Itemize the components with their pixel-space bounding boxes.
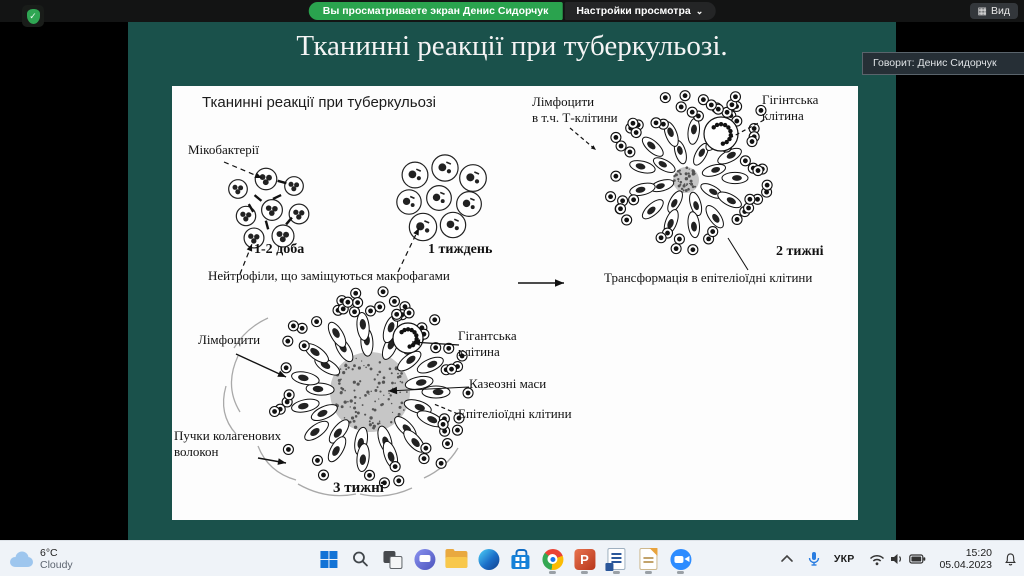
libreoffice-document-icon — [639, 548, 657, 570]
powerpoint-icon: P — [574, 549, 595, 570]
zoom-button[interactable] — [667, 544, 693, 574]
bell-icon — [1003, 552, 1018, 567]
tray-date: 05.04.2023 — [939, 559, 992, 571]
zoom-banner-wrap — [309, 2, 716, 20]
wifi-icon — [869, 553, 885, 566]
view-settings-label: Настройки просмотра — [576, 5, 691, 17]
folder-icon — [445, 551, 467, 568]
chrome-button[interactable] — [539, 544, 565, 574]
label-epithelioid: Епітеліоїдні клітини — [458, 406, 572, 421]
label-caseous: Казеозні маси — [469, 376, 547, 391]
letterbox-right — [896, 22, 1024, 540]
presentation-heading: Тканинні реакції при туберкульозі. — [296, 30, 728, 62]
label-lymphocytes: Лімфоцити — [198, 332, 261, 347]
taskbar — [0, 540, 1024, 576]
microphone-tray-button[interactable] — [805, 549, 823, 569]
hidden-icons-button[interactable] — [778, 551, 796, 567]
network-volume-battery-group[interactable] — [865, 550, 930, 569]
battery-icon — [909, 553, 926, 565]
view-button-label: Вид — [991, 5, 1010, 17]
weather-widget[interactable] — [8, 544, 73, 574]
shield-check-icon: ✓ — [27, 9, 40, 24]
label-lymphocytes-t: Лімфоцити в т.ч. Т-клітини — [532, 94, 618, 125]
powerpoint-button[interactable] — [571, 544, 597, 574]
search-button[interactable] — [347, 544, 373, 574]
label-transformation: Трансформація в епітеліоїдні клітини — [604, 270, 813, 285]
chevron-up-icon — [780, 553, 794, 565]
weather-condition: Cloudy — [40, 559, 73, 571]
view-settings-button[interactable] — [564, 2, 715, 20]
running-indicator — [549, 571, 556, 574]
label-giant-cell: Гігантська клітина — [458, 328, 517, 359]
label-day-1-2: 1-2 доба — [254, 242, 305, 257]
chat-icon — [414, 549, 435, 570]
edge-button[interactable] — [475, 544, 501, 574]
label-giant-cell-top: Гігінтська клітина — [762, 92, 819, 123]
cloud-icon — [8, 550, 34, 568]
label-weeks-2: 2 тижні — [776, 244, 824, 259]
letterbox-left — [0, 22, 128, 540]
windows-logo-icon — [320, 551, 337, 568]
label-week-1: 1 тиждень — [428, 242, 493, 257]
running-indicator — [645, 571, 652, 574]
taskbar-center-icons — [315, 544, 693, 574]
task-view-button[interactable] — [379, 544, 405, 574]
label-weeks-3: 3 тижні — [333, 480, 384, 496]
grid-view-icon: ▦ — [977, 6, 987, 17]
viewing-screen-banner: Вы просматриваете экран Денис Сидорчук — [309, 2, 563, 20]
chrome-icon — [542, 549, 563, 570]
word-button[interactable] — [603, 544, 629, 574]
task-view-icon — [383, 550, 402, 569]
antivirus-tray-widget[interactable] — [22, 5, 44, 27]
view-button[interactable] — [970, 3, 1018, 19]
running-indicator — [613, 571, 620, 574]
start-button[interactable] — [315, 544, 341, 574]
label-neutrophils: Нейтрофіли, що заміщуються макрофагами — [208, 268, 450, 283]
chat-button[interactable] — [411, 544, 437, 574]
running-indicator — [581, 571, 588, 574]
running-indicator — [677, 571, 684, 574]
microphone-icon — [807, 551, 821, 567]
speaker-icon — [890, 553, 904, 565]
store-icon — [510, 549, 530, 569]
chevron-down-icon: ⌄ — [695, 6, 704, 16]
clock-widget[interactable] — [939, 547, 992, 572]
language-indicator[interactable]: УКР — [833, 553, 855, 565]
tray-time: 15:20 — [965, 546, 992, 559]
word-document-icon — [607, 548, 625, 570]
slide — [172, 86, 858, 520]
system-tray — [778, 543, 1020, 575]
label-mycobacteria: Мікобактерії — [188, 142, 260, 157]
file-explorer-button[interactable] — [443, 544, 469, 574]
zoom-icon — [670, 549, 691, 570]
libreoffice-button[interactable] — [635, 544, 661, 574]
search-icon — [351, 550, 369, 568]
speaking-indicator: Говорит: Денис Сидорчук — [862, 52, 1024, 75]
weather-temp: 6°C — [40, 547, 58, 559]
zoom-top-strip — [0, 0, 1024, 22]
label-collagen: Пучки колагенових волокон — [174, 428, 282, 459]
store-button[interactable] — [507, 544, 533, 574]
slide-title: Тканинні реакції при туберкульозі — [202, 94, 436, 111]
notifications-button[interactable] — [1001, 550, 1020, 569]
edge-icon — [478, 549, 499, 570]
